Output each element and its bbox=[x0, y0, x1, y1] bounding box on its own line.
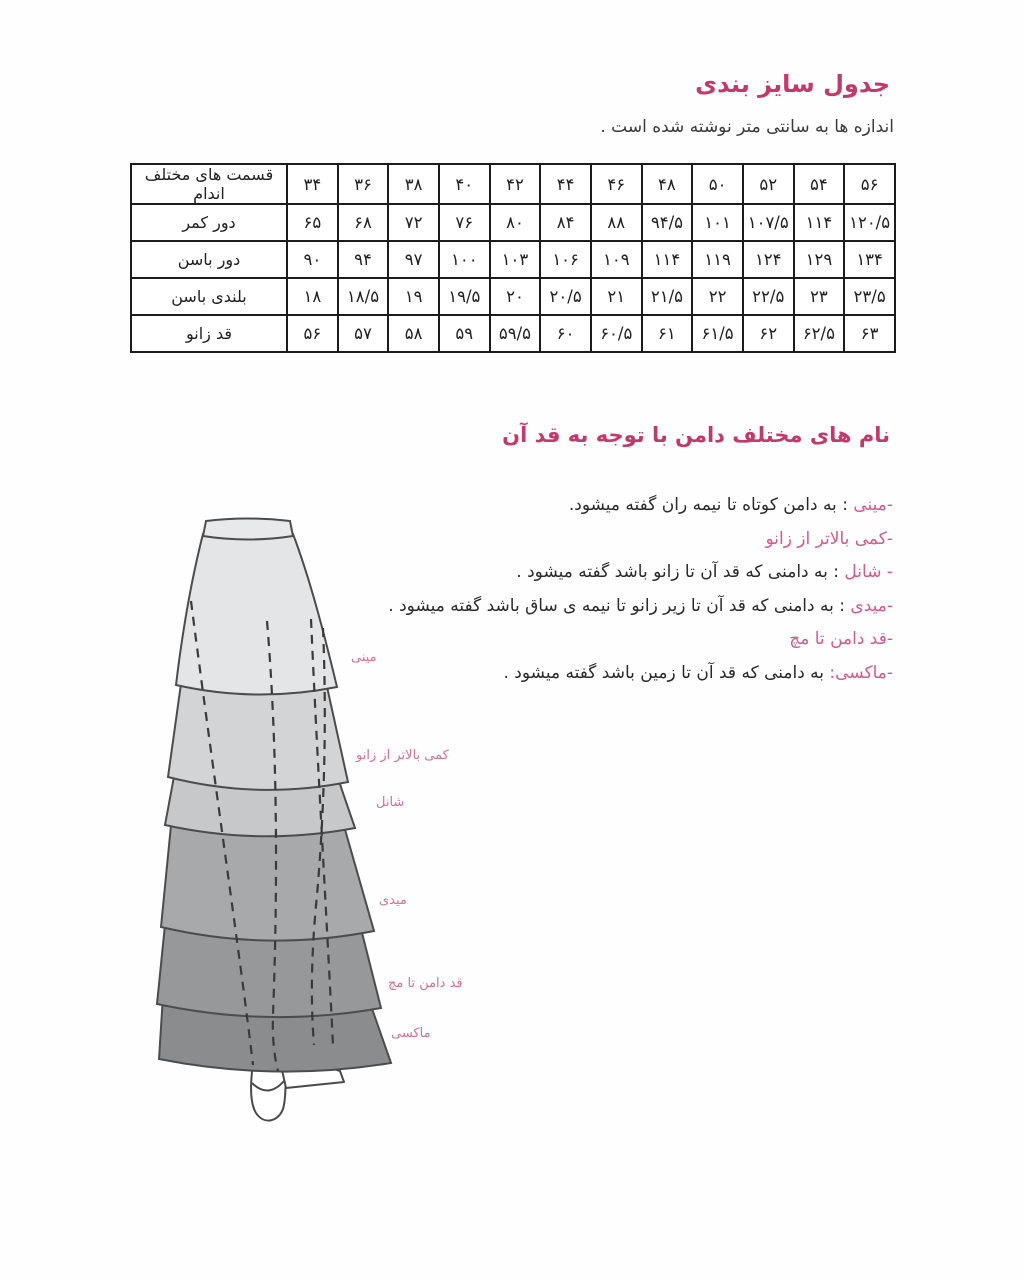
size-value-cell: ۹۴/۵ bbox=[642, 204, 693, 241]
diagram-label-chanel: شانل bbox=[376, 795, 405, 810]
size-value-cell: ۸۴ bbox=[540, 204, 591, 241]
size-value-cell: ۱۸ bbox=[287, 278, 338, 315]
size-value-cell: ۶۱ bbox=[642, 315, 693, 352]
size-header-cell: ۴۰ bbox=[439, 164, 490, 204]
size-value-cell: ۱۰۶ bbox=[540, 241, 591, 278]
skirt-desc-line bbox=[353, 657, 893, 691]
skirt-diagram bbox=[140, 515, 410, 1130]
size-value-cell: ۱۲۰/۵ bbox=[844, 204, 895, 241]
diagram-label-mini: مینی bbox=[351, 650, 377, 665]
skirt-definition: : به دامنی که قد آن تا زانو باشد گفته میشود . bbox=[516, 562, 845, 583]
size-table-row bbox=[131, 204, 895, 241]
row-label-cell: دور باسن bbox=[131, 241, 287, 278]
size-header-cell: ۳۴ bbox=[287, 164, 338, 204]
size-value-cell: ۵۹ bbox=[439, 315, 490, 352]
size-value-cell: ۵۸ bbox=[388, 315, 439, 352]
size-header-cell: ۵۲ bbox=[743, 164, 794, 204]
skirt-descriptions bbox=[353, 489, 893, 691]
skirt-definition: به دامنی که قد آن تا زمین باشد گفته میشود . bbox=[503, 662, 830, 683]
size-value-cell: ۶۱/۵ bbox=[692, 315, 743, 352]
skirt-desc-line bbox=[353, 590, 893, 624]
size-value-cell: ۷۲ bbox=[388, 204, 439, 241]
size-value-cell: ۱۹/۵ bbox=[439, 278, 490, 315]
size-value-cell: ۲۳ bbox=[794, 278, 845, 315]
size-table-row bbox=[131, 278, 895, 315]
size-header-cell: ۵۰ bbox=[692, 164, 743, 204]
size-value-cell: ۱۱۴ bbox=[794, 204, 845, 241]
size-value-cell: ۲۳/۵ bbox=[844, 278, 895, 315]
size-value-cell: ۵۹/۵ bbox=[490, 315, 541, 352]
size-header-cell: ۳۶ bbox=[338, 164, 389, 204]
size-value-cell: ۱۰۱ bbox=[692, 204, 743, 241]
size-header-cell: ۴۴ bbox=[540, 164, 591, 204]
size-value-cell: ۸۸ bbox=[591, 204, 642, 241]
diagram-label-ankle: قد دامن تا مچ bbox=[388, 976, 463, 991]
skirt-term: -میدی bbox=[850, 595, 893, 616]
size-value-cell: ۱۰۳ bbox=[490, 241, 541, 278]
size-value-cell: ۶۸ bbox=[338, 204, 389, 241]
size-value-cell: ۲۱ bbox=[591, 278, 642, 315]
skirt-term: -قد دامن تا مچ bbox=[789, 629, 893, 650]
size-value-cell: ۱۲۴ bbox=[743, 241, 794, 278]
size-value-cell: ۶۵ bbox=[287, 204, 338, 241]
row-label-cell: دور کمر bbox=[131, 204, 287, 241]
size-value-cell: ۱۰۷/۵ bbox=[743, 204, 794, 241]
skirt-term: -مینی bbox=[853, 495, 893, 515]
size-value-cell: ۶۳ bbox=[844, 315, 895, 352]
size-value-cell: ۱۰۹ bbox=[591, 241, 642, 278]
size-value-cell: ۲۰ bbox=[490, 278, 541, 315]
size-header-cell: ۴۸ bbox=[642, 164, 693, 204]
size-header-cell: ۴۶ bbox=[591, 164, 642, 204]
size-value-cell: ۸۰ bbox=[490, 204, 541, 241]
size-header-cell: ۳۸ bbox=[388, 164, 439, 204]
skirt-desc-line bbox=[353, 623, 893, 657]
skirt-term: -ماکسی: bbox=[829, 662, 893, 683]
size-value-cell: ۲۲ bbox=[692, 278, 743, 315]
size-value-cell: ۵۷ bbox=[338, 315, 389, 352]
skirt-desc-line bbox=[353, 556, 893, 590]
size-value-cell: ۲۱/۵ bbox=[642, 278, 693, 315]
diagram-label-midi: میدی bbox=[379, 893, 407, 908]
skirt-desc-line bbox=[353, 489, 893, 523]
size-value-cell: ۱۸/۵ bbox=[338, 278, 389, 315]
skirt-section-title: نام های مختلف دامن با توجه به قد آن bbox=[502, 423, 890, 447]
diagram-label-maxi: ماکسی bbox=[391, 1026, 431, 1041]
size-table-row bbox=[131, 241, 895, 278]
size-value-cell: ۹۷ bbox=[388, 241, 439, 278]
size-value-cell: ۶۰ bbox=[540, 315, 591, 352]
size-table-row bbox=[131, 315, 895, 352]
size-header-cell: ۵۶ bbox=[844, 164, 895, 204]
size-value-cell: ۵۶ bbox=[287, 315, 338, 352]
size-value-cell: ۲۰/۵ bbox=[540, 278, 591, 315]
page-subtitle: اندازه ها به سانتی متر نوشته شده است . bbox=[600, 117, 894, 137]
size-value-cell: ۱۲۹ bbox=[794, 241, 845, 278]
size-header-cell: ۵۴ bbox=[794, 164, 845, 204]
skirt-definition: : به دامنی که قد آن تا زیر زانو تا نیمه ی ساق باشد گفته میشود . bbox=[388, 595, 851, 616]
size-value-cell: ۱۹ bbox=[388, 278, 439, 315]
skirt-term: - شانل bbox=[844, 562, 893, 583]
size-value-cell: ۹۰ bbox=[287, 241, 338, 278]
size-value-cell: ۱۱۴ bbox=[642, 241, 693, 278]
size-table-header-row bbox=[131, 164, 895, 204]
skirt-definition: : به دامن کوتاه تا نیمه ران گفته میشود. bbox=[568, 495, 854, 515]
size-header-cell: ۴۲ bbox=[490, 164, 541, 204]
waistband bbox=[203, 519, 293, 540]
skirt-desc-line bbox=[353, 523, 893, 557]
size-value-cell: ۹۴ bbox=[338, 241, 389, 278]
page-title: جدول سایز بندی bbox=[695, 70, 890, 98]
size-value-cell: ۱۰۰ bbox=[439, 241, 490, 278]
size-value-cell: ۱۳۴ bbox=[844, 241, 895, 278]
row-label-cell: بلندی باسن bbox=[131, 278, 287, 315]
diagram-label-above-knee: کمی بالاتر از زانو bbox=[356, 748, 449, 763]
size-value-cell: ۶۲/۵ bbox=[794, 315, 845, 352]
size-table-header-label: قسمت های مختلف اندام bbox=[131, 164, 287, 204]
size-value-cell: ۲۲/۵ bbox=[743, 278, 794, 315]
size-table bbox=[130, 163, 896, 353]
size-value-cell: ۶۰/۵ bbox=[591, 315, 642, 352]
size-value-cell: ۶۲ bbox=[743, 315, 794, 352]
row-label-cell: قد زانو bbox=[131, 315, 287, 352]
size-value-cell: ۱۱۹ bbox=[692, 241, 743, 278]
skirt-term: -کمی بالاتر از زانو bbox=[765, 528, 893, 549]
size-value-cell: ۷۶ bbox=[439, 204, 490, 241]
